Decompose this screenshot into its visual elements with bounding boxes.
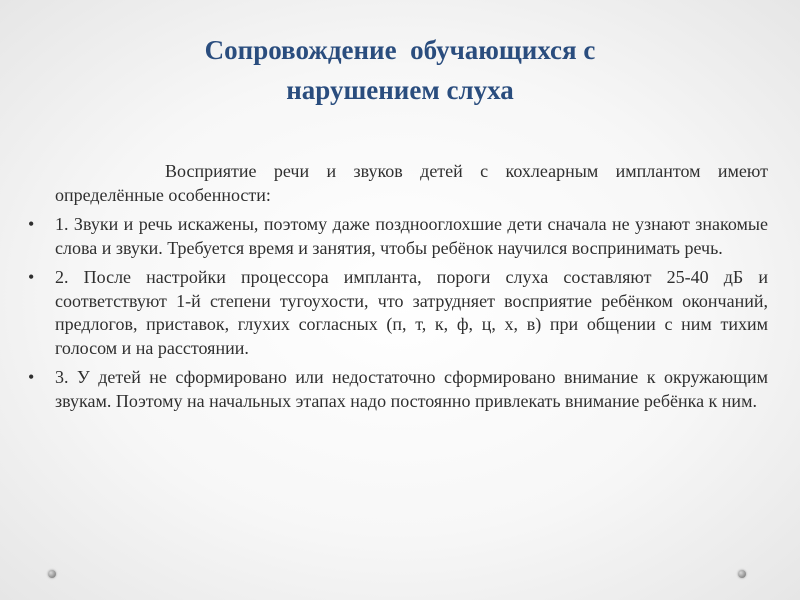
title-line-2: нарушением слуха: [286, 75, 514, 105]
circle-dot-icon: [738, 570, 746, 578]
list-item: [28, 213, 768, 260]
intro-paragraph: Восприятие речи и звуков детей с кохлеарным имплантом имеют определённые особенности:: [55, 161, 768, 205]
list-item: [28, 366, 768, 413]
list-item-text: 3. У детей не сформировано или недостаточно сформировано внимание к окружающим звукам. Поэтому на начальных этапах надо постоянно привлекать внимание ребёнка к ним.: [55, 367, 768, 411]
list-item-text: 1. Звуки и речь искажены, поэтому даже позднооглохшие дети сначала не узнают знакомые слова и звуки. Требуется время и занятия, чтобы ребёнок научился воспринимать речь.: [55, 214, 768, 258]
bullet-icon: •: [28, 214, 35, 234]
circle-dot-icon: [48, 570, 56, 578]
list-item: [28, 266, 768, 360]
list-item-text: 2. После настройки процессора импланта, пороги слуха составляют 25-40 дБ и соответствуют 1-й степени тугоухости, что затрудняет восприятие ребёнком окончаний, предлогов, приставок, глухих согласных (п, т, к, ф, ц, х, в) при общении с ним тихим голосом и на расстоянии.: [55, 267, 768, 358]
bullet-icon: •: [28, 267, 35, 287]
slide-title: [60, 30, 740, 110]
title-line-1: Сопровождение обучающихся с: [204, 35, 596, 65]
slide-body: [28, 160, 768, 419]
bullet-icon: •: [28, 367, 35, 387]
